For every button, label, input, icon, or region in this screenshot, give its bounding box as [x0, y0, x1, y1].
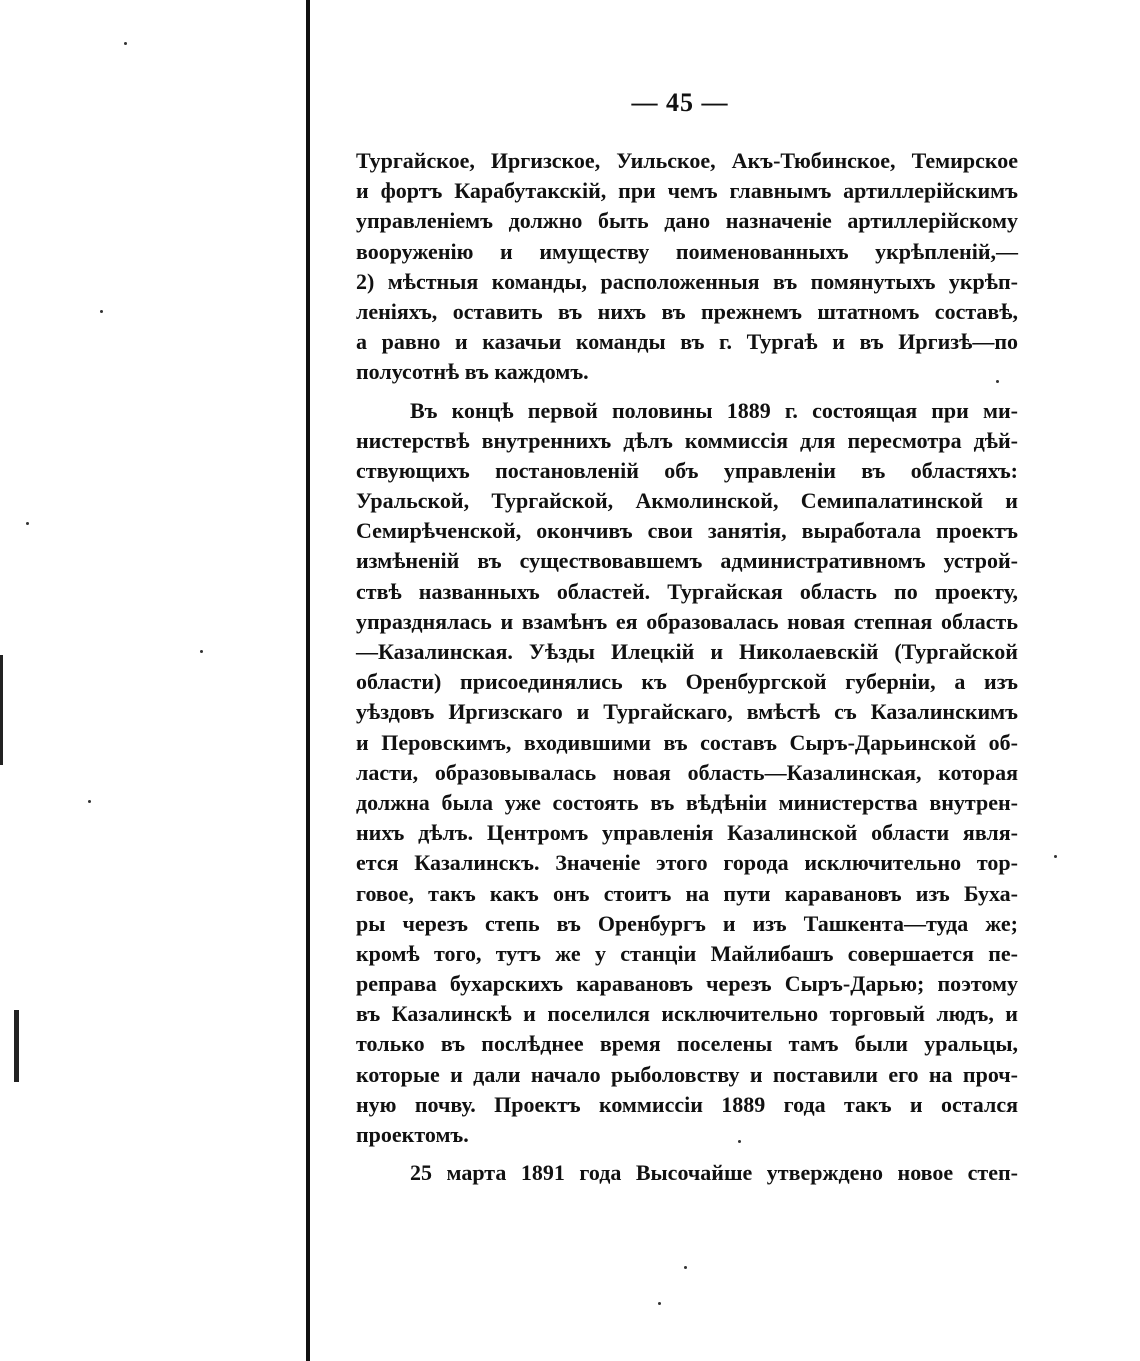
paragraph-1	[356, 146, 1018, 388]
text-line: кромѣ того, тутъ же у станцiи Майлибашъ совершается пе-	[356, 940, 1018, 966]
text-line: —Казалинская. Уѣзды Илецкiй и Николаевскiй (Тургайской	[356, 639, 1018, 664]
scan-edge-mark	[14, 1010, 19, 1082]
text-line: полусотнѣ въ каждомъ.	[356, 359, 589, 385]
text-line: Уральской, Тургайской, Акмолинской, Семипалатинской и	[356, 488, 1018, 514]
text-line: вооруженiю и имуществу поименованныхъ укрѣпленiй,—	[356, 238, 1018, 264]
text-line: ется Казалинскъ. Значенiе этого города исключительно тор-	[356, 850, 1018, 876]
text-line: которые и дали начало рыболовству и поставили его на проч-	[356, 1061, 1018, 1087]
text-line: ствѣ названныхъ областей. Тургайская область по проекту,	[356, 578, 1018, 604]
text-line: въ Казалинскѣ и поселился исключительно торговый людъ, и	[356, 1001, 1018, 1027]
text-line: области) присоединялись къ Оренбургской губернiи, а изъ	[356, 669, 1018, 695]
text-line: ры черезъ степь въ Оренбургъ и изъ Ташкента—туда же;	[356, 910, 1018, 936]
text-line: ную почву. Проектъ коммиссiи 1889 года такъ и остался	[356, 1091, 1018, 1117]
text-line: проектомъ.	[356, 1122, 469, 1147]
scan-speck	[1054, 855, 1057, 858]
text-line: только въ послѣднее время поселены тамъ были уральцы,	[356, 1031, 1018, 1057]
text-line: нихъ дѣлъ. Центромъ управленiя Казалинской области явля-	[356, 820, 1018, 846]
text-line: управленiемъ должно быть дано назначенiе артиллерiйскому	[356, 208, 1018, 234]
text-line: и фортъ Карабутакскiй, при чемъ главнымъ артиллерiйскимъ	[356, 178, 1018, 204]
scan-edge-mark	[0, 655, 3, 765]
scan-speck	[100, 310, 103, 313]
scan-speck	[200, 650, 203, 653]
body-text	[356, 146, 1018, 1188]
text-line: ствующихъ постановленiй объ управленiи въ областяхъ:	[356, 457, 1018, 483]
text-line: Въ концѣ первой половины 1889 г. состоящая при ми-	[410, 397, 1018, 423]
text-line: говое, такъ какъ онъ стоитъ на пути каравановъ изъ Буха-	[356, 880, 1018, 906]
text-line: ленiяхъ, оставить въ нихъ въ прежнемъ штатномъ составѣ,	[356, 298, 1018, 324]
text-line: реправа бухарскихъ каравановъ черезъ Сыръ-Дарью; поэтому	[356, 971, 1018, 997]
text-line: измѣненiй въ существовавшемъ административномъ устрой-	[356, 548, 1018, 574]
scan-speck	[124, 42, 127, 45]
text-line: и Перовскимъ, входившими въ составъ Сыръ-Дарьинской об-	[356, 729, 1018, 755]
text-line: Тургайское, Иргизское, Уильское, Акъ-Тюбинское, Темирское	[356, 148, 1018, 173]
scan-speck	[26, 522, 29, 525]
scan-speck	[88, 800, 91, 803]
text-line: нистерствѣ внутреннихъ дѣлъ коммиссiя для пересмотра дѣй-	[356, 427, 1018, 453]
text-line: 2) мѣстныя команды, расположенныя въ помянутыхъ укрѣп-	[356, 268, 1018, 294]
text-line: а равно и казачьи команды въ г. Тургаѣ и въ Иргизѣ—по	[356, 329, 1018, 355]
text-line: 25 марта 1891 года Высочайше утверждено новое степ-	[410, 1160, 1018, 1186]
page-number: — 45 —	[631, 88, 729, 117]
text-line: уѣздовъ Иргизскаго и Тургайскаго, вмѣстѣ съ Казалинскимъ	[356, 699, 1018, 725]
text-line: ласти, образовывалась новая область—Казалинская, которая	[356, 759, 1018, 785]
text-line: должна была уже состоять въ вѣдѣнiи министерства внутрен-	[356, 789, 1018, 815]
paragraph-2	[356, 396, 1018, 1151]
text-line: Семирѣченской, окончивъ свои занятiя, выработала проектъ	[356, 518, 1018, 544]
binding-margin-line	[306, 0, 310, 1361]
scan-speck	[684, 1266, 687, 1269]
text-line: упразднялась и взамѣнъ ея образовалась новая степная область	[356, 608, 1018, 634]
paragraph-3	[356, 1158, 1018, 1188]
scan-speck	[658, 1302, 661, 1305]
